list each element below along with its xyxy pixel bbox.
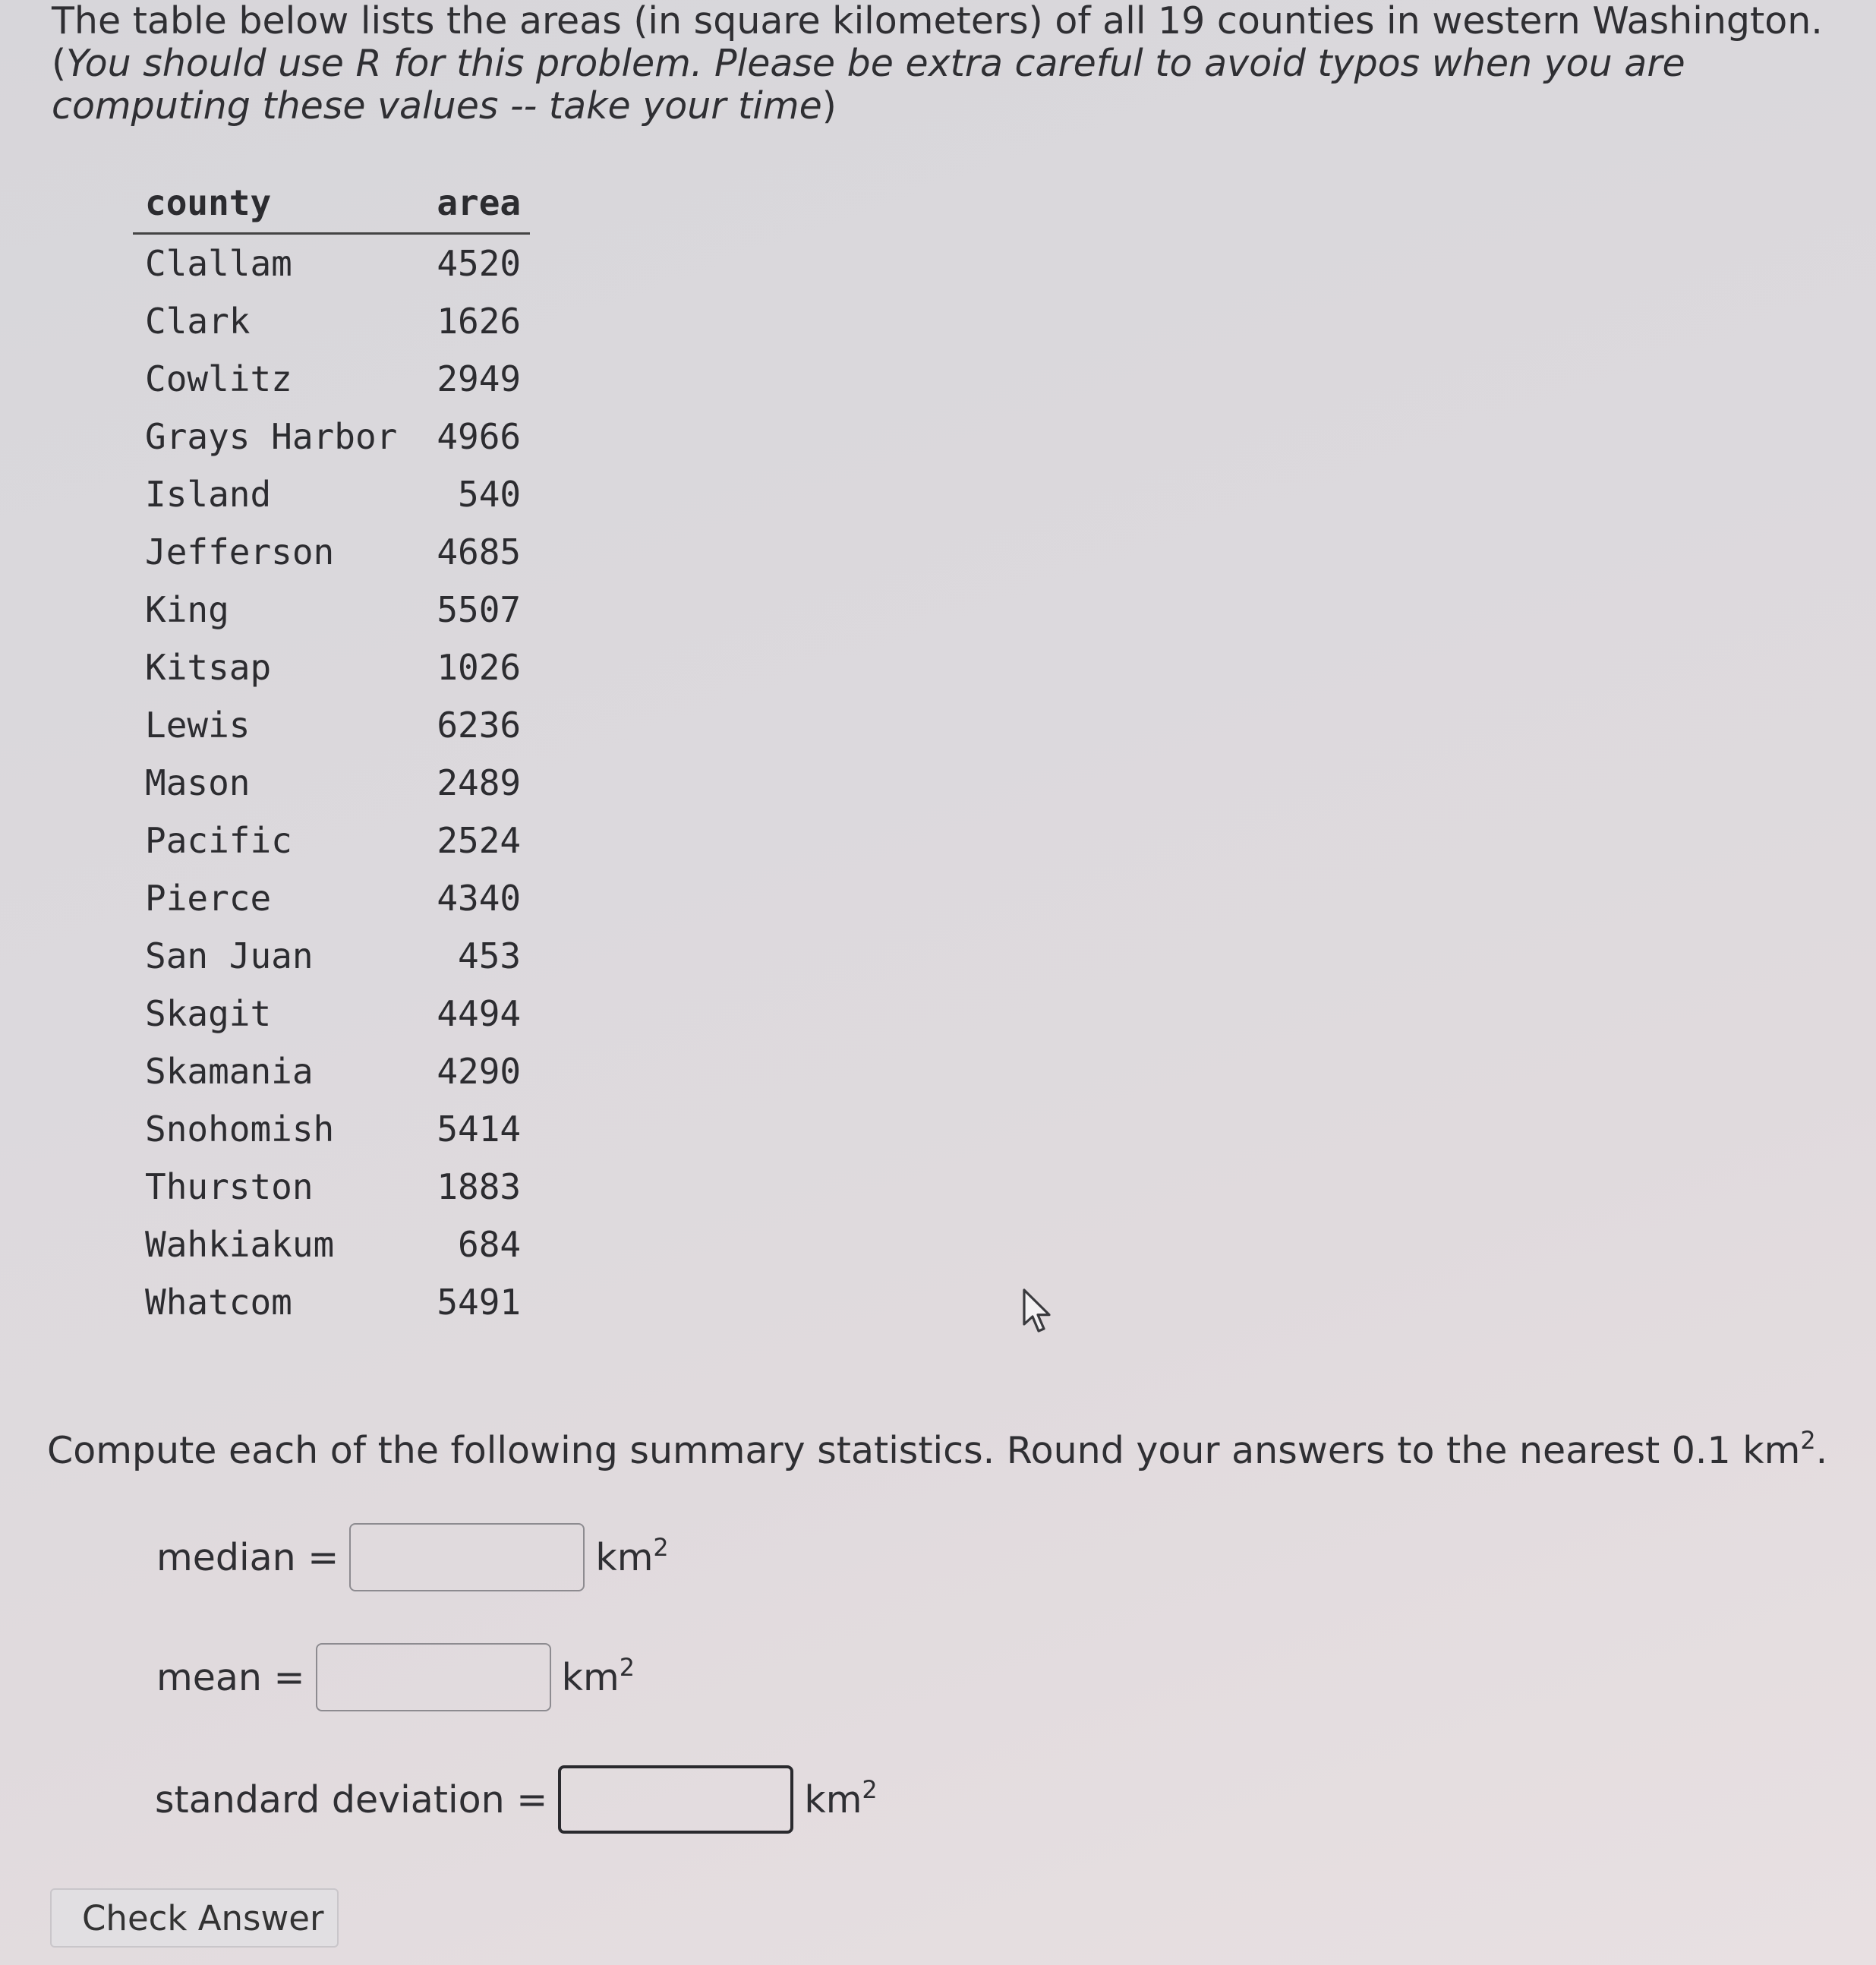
county-cell: Snohomish [145, 1109, 335, 1150]
county-cell: Cowlitz [145, 358, 292, 399]
county-cell: Mason [145, 762, 251, 803]
county-cell: Island [145, 474, 272, 515]
area-cell: 4685 [437, 531, 522, 572]
table-row [133, 927, 530, 985]
standard-deviation-unit-sup: 2 [862, 1774, 878, 1804]
table-row [133, 234, 530, 293]
table-row [133, 754, 530, 812]
table-row [133, 639, 530, 696]
county-cell: Skamania [145, 1051, 314, 1092]
table-row [133, 465, 530, 523]
county-cell: Lewis [145, 705, 251, 746]
intro-italic-text: You should use R for this problem. Please be extra careful to avoid typos when you are computing these values -- take your time [52, 42, 1685, 128]
table-row [133, 985, 530, 1042]
county-cell: Pacific [145, 820, 292, 861]
table-row [133, 1100, 530, 1158]
mean-row [156, 1643, 635, 1711]
table-row [133, 869, 530, 927]
area-cell: 2489 [437, 762, 522, 803]
county-cell: Pierce [145, 878, 272, 919]
county-cell: King [145, 589, 229, 630]
median-label: median = [156, 1535, 339, 1579]
county-cell: Clallam [145, 243, 292, 284]
table-row [133, 1042, 530, 1100]
table-row [133, 581, 530, 639]
standard-deviation-label: standard deviation = [155, 1777, 548, 1821]
area-cell: 6236 [437, 705, 522, 746]
area-cell: 1026 [437, 647, 522, 688]
standard-deviation-unit [804, 1774, 878, 1821]
county-cell: Wahkiakum [145, 1224, 335, 1265]
median-input[interactable] [349, 1523, 585, 1591]
area-column-header: area [406, 175, 530, 234]
county-cell: San Juan [145, 935, 314, 976]
median-unit-text: km [595, 1535, 654, 1579]
median-unit-sup: 2 [653, 1532, 669, 1562]
area-cell: 1626 [437, 301, 522, 342]
median-unit [595, 1532, 669, 1579]
mean-unit-sup: 2 [619, 1652, 635, 1682]
area-cell: 4494 [437, 993, 522, 1034]
instructions-sup: 2 [1800, 1425, 1816, 1455]
area-cell: 2524 [437, 820, 522, 861]
county-cell: Clark [145, 301, 251, 342]
area-cell: 2949 [437, 358, 522, 399]
median-row [156, 1523, 669, 1591]
table-row [133, 523, 530, 581]
standard-deviation-row [155, 1765, 878, 1834]
mean-unit [561, 1652, 635, 1699]
table-row [133, 350, 530, 408]
county-cell: Thurston [145, 1166, 314, 1207]
mean-label: mean = [156, 1655, 305, 1699]
instructions [47, 1425, 1828, 1472]
area-cell: 4966 [437, 416, 522, 457]
table-row [133, 1273, 530, 1331]
mean-input[interactable] [316, 1643, 551, 1711]
table-row [133, 1158, 530, 1216]
area-cell: 4290 [437, 1051, 522, 1092]
county-cell: Grays Harbor [145, 416, 398, 457]
table-row [133, 812, 530, 869]
area-cell: 684 [458, 1224, 522, 1265]
table-row [133, 696, 530, 754]
instructions-text: Compute each of the following summary statistics. Round your answers to the nearest 0.1 km [47, 1429, 1801, 1472]
table-row [133, 1216, 530, 1273]
standard-deviation-input[interactable] [558, 1765, 793, 1834]
area-cell: 5507 [437, 589, 522, 630]
check-answer-button[interactable]: Check Answer [50, 1888, 339, 1948]
area-cell: 5414 [437, 1109, 522, 1150]
mouse-pointer-icon [1022, 1288, 1057, 1335]
table-row [133, 292, 530, 350]
county-cell: Skagit [145, 993, 272, 1034]
county-cell: Jefferson [145, 531, 335, 572]
table-row [133, 408, 530, 465]
instructions-end: . [1815, 1429, 1828, 1472]
area-cell: 453 [458, 935, 522, 976]
table-body [133, 234, 530, 1332]
mean-unit-text: km [561, 1655, 620, 1699]
area-cell: 4520 [437, 243, 522, 284]
county-cell: Kitsap [145, 647, 272, 688]
county-cell: Whatcom [145, 1282, 292, 1323]
area-cell: 1883 [437, 1166, 522, 1207]
county-column-header: county [133, 175, 406, 234]
county-area-table [133, 175, 530, 1331]
standard-deviation-unit-text: km [804, 1777, 862, 1821]
problem-intro [52, 0, 1843, 128]
area-cell: 4340 [437, 878, 522, 919]
area-cell: 5491 [437, 1282, 522, 1323]
intro-text-end: ) [821, 84, 837, 128]
table-header-row [133, 175, 530, 234]
intro-text: The table below lists the areas (in square kilometers) of all 19 counties in western Washington. ( [52, 0, 1823, 85]
area-cell: 540 [458, 474, 522, 515]
